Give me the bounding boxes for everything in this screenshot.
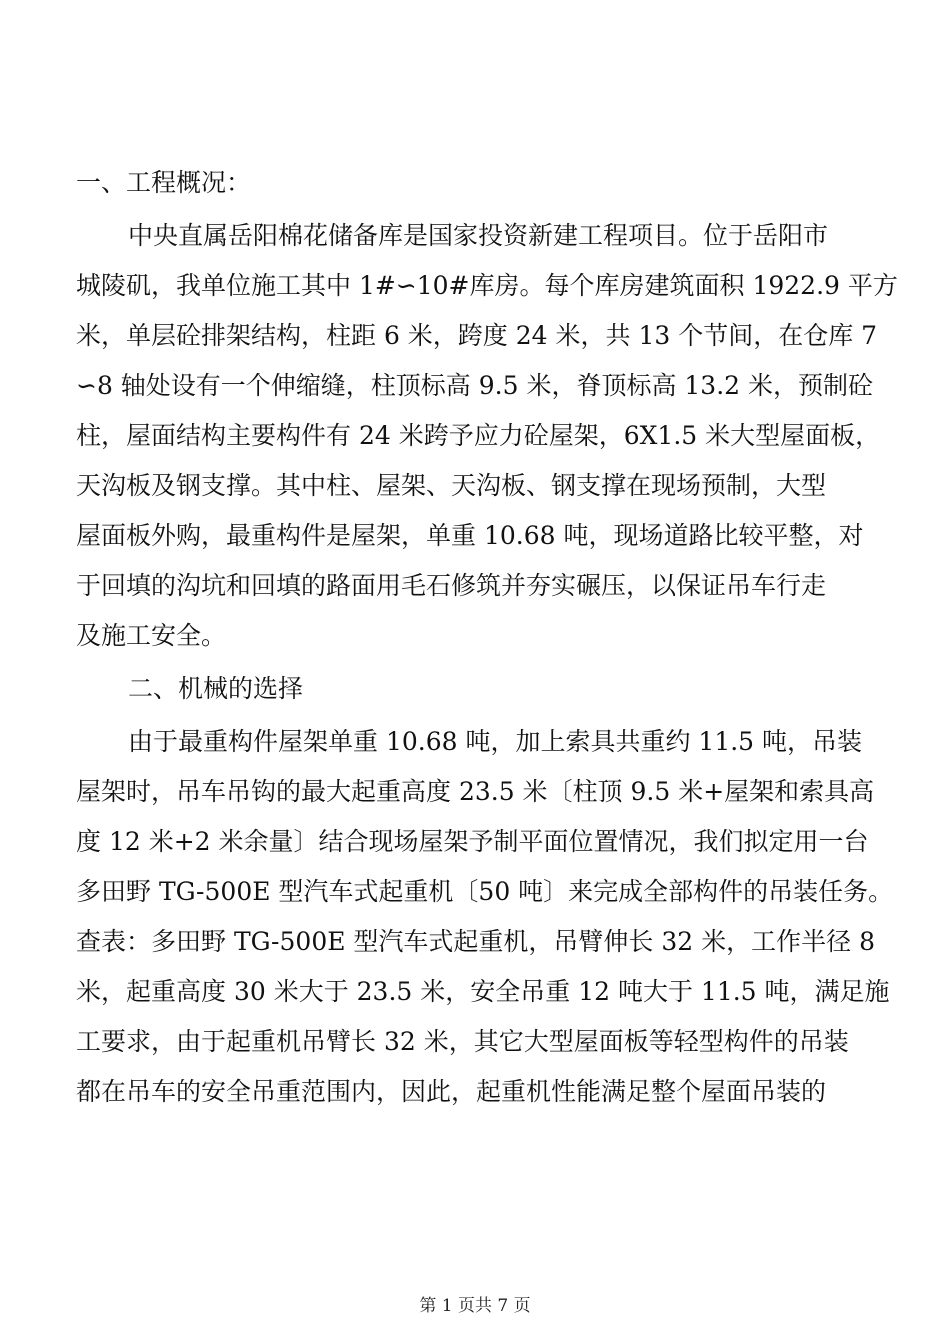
- paragraph-line: 米，起重高度 30 米大于 23.5 米，安全吊重 12 吨大于 11.5 吨，满足施: [76, 977, 890, 1006]
- paragraph-line: 及施工安全。: [76, 621, 227, 650]
- paragraph-line: 都在吊车的安全吊重范围内，因此，起重机性能满足整个屋面吊装的: [76, 1077, 827, 1106]
- document-body: [76, 158, 898, 1117]
- paragraph-line: 由于最重构件屋架单重 10.68 吨，加上索具共重约 11.5 吨，吊装: [128, 727, 863, 756]
- machinery-paragraph: [76, 717, 894, 1117]
- paragraph-line: 于回填的沟坑和回填的路面用毛石修筑并夯实碾压，以保证吊车行走: [76, 571, 827, 600]
- paragraph-line: 天沟板及钢支撑。其中柱、屋架、天沟板、钢支撑在现场预制，大型: [76, 471, 827, 500]
- paragraph-line: 查表：多田野 TG-500E 型汽车式起重机，吊臂伸长 32 米，工作半径 8: [76, 927, 875, 956]
- section-heading-overview: 一、工程概况：: [76, 168, 252, 197]
- section-heading-machinery: 二、机械的选择: [128, 674, 304, 703]
- paragraph-line: 中央直属岳阳棉花储备库是国家投资新建工程项目。位于岳阳市: [128, 221, 829, 250]
- paragraph-line: 工要求，由于起重机吊臂长 32 米，其它大型屋面板等轻型构件的吊装: [76, 1027, 849, 1056]
- paragraph-line: 屋架时，吊车吊钩的最大起重高度 23.5 米〔柱顶 9.5 米+屋架和索具高: [76, 777, 875, 806]
- paragraph-line: 多田野 TG-500E 型汽车式起重机〔50 吨〕来完成全部构件的吊装任务。: [76, 877, 894, 906]
- paragraph-line: 城陵矶，我单位施工其中 1#∽10#库房。每个库房建筑面积 1922.9 平方: [76, 271, 898, 300]
- paragraph-line: 柱，屋面结构主要构件有 24 米跨予应力砼屋架，6X1.5 米大型屋面板，: [76, 421, 881, 450]
- paragraph-line: 屋面板外购，最重构件是屋架，单重 10.68 吨，现场道路比较平整，对: [76, 521, 864, 550]
- paragraph-line: 米，单层砼排架结构，柱距 6 米，跨度 24 米，共 13 个节间，在仓库 7: [76, 321, 878, 350]
- paragraph-line: ∽8 轴处设有一个伸缩缝，柱顶标高 9.5 米，脊顶标高 13.2 米，预制砼: [76, 371, 874, 400]
- overview-paragraph: [76, 211, 898, 661]
- paragraph-line: 度 12 米+2 米余量〕结合现场屋架予制平面位置情况，我们拟定用一台: [76, 827, 869, 856]
- page-number-footer: 第 1 页共 7 页: [419, 1296, 531, 1316]
